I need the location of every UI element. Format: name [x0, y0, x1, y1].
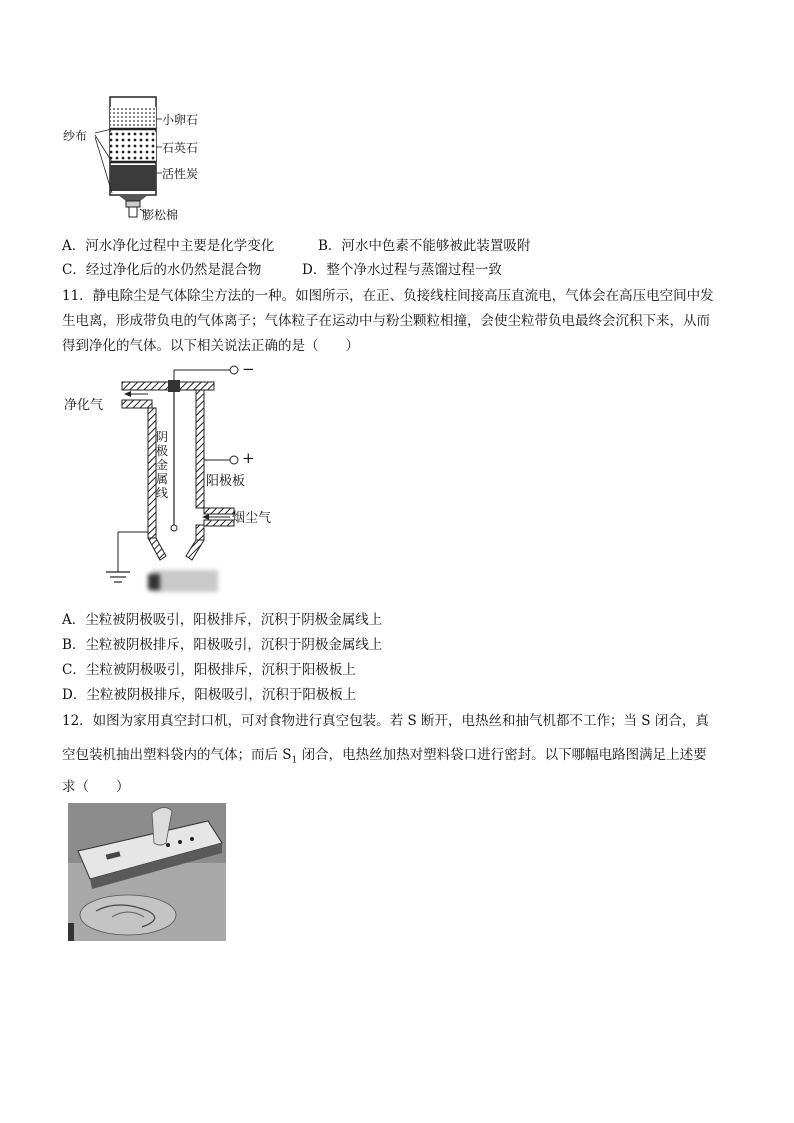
vacuum-sealer-image: [68, 803, 226, 941]
q10-option-c: C．经过净化后的水仍然是混合物: [62, 262, 262, 278]
q11-option-b: B．尘粒被阴极排斥，阳极吸引，沉积于阴极金属线上: [62, 637, 383, 653]
precipitator-figure: [60, 360, 290, 605]
q10-option-d: D．整个净水过程与蒸馏过程一致: [302, 262, 502, 278]
q11-stem-line-3: 得到净化的气体。以下相关说法正确的是（ ）: [62, 338, 359, 354]
cathode-wire-label: 阴 极 金 属 线: [156, 430, 169, 500]
q10-option-b: B．河水中色素不能够被此装置吸附: [318, 238, 531, 254]
anode-plate-label: 阳极板: [206, 474, 246, 489]
water-filter-figure: [60, 95, 220, 220]
q10-option-a: A．河水净化过程中主要是化学变化: [62, 238, 275, 254]
cotton-label: 膨松棉: [142, 208, 179, 222]
pebbles-label: 小卵石: [162, 113, 199, 127]
carbon-label: 活性炭: [162, 167, 199, 181]
gauze-label: 纱布: [63, 129, 88, 143]
q12-stem-line-1: 12．如图为家用真空封口机，可对食物进行真空包装。若 S 断开，电热丝和抽气机都不工作；当 S 闭合，真: [62, 713, 709, 729]
q12-stem-line-2: 空包装机抽出塑料袋内的气体；而后 $S_1$ 闭合，电热丝加热对塑料袋口进行密封。以下哪幅电路图满足上述要: [62, 747, 707, 766]
quartz-label: 石英石: [162, 141, 199, 155]
q12-stem-line-3: 求（ ）: [62, 779, 130, 795]
neg-terminal-label: −: [242, 360, 255, 378]
blurred-caption: [152, 570, 218, 592]
q11-stem-line-2: 生电离，形成带负电的气体离子；气体粒子在运动中与粉尘颗粒相撞，会使尘粒带负电最终会沉积下来，从而: [62, 313, 710, 329]
clean-gas-label: 净化气: [64, 398, 104, 413]
pos-terminal-label: +: [242, 449, 255, 467]
q11-stem-line-1: 11．静电除尘是气体除尘方法的一种。如图所示，在正、负接线柱间接高压直流电，气体会在高压电空间中发: [62, 288, 714, 304]
subscript-1: 1: [291, 755, 298, 766]
q11-option-d: D．尘粒被阴极排斥，阳极吸引，沉积于阳极板上: [62, 687, 357, 703]
vacuum-sealer-photo: [68, 803, 226, 941]
dusty-gas-label: 烟尘气: [232, 511, 272, 526]
q11-option-a: A．尘粒被阴极吸引，阳极排斥，沉积于阴极金属线上: [62, 612, 383, 628]
q11-option-c: C．尘粒被阴极吸引，阳极排斥，沉积于阳极板上: [62, 662, 356, 678]
